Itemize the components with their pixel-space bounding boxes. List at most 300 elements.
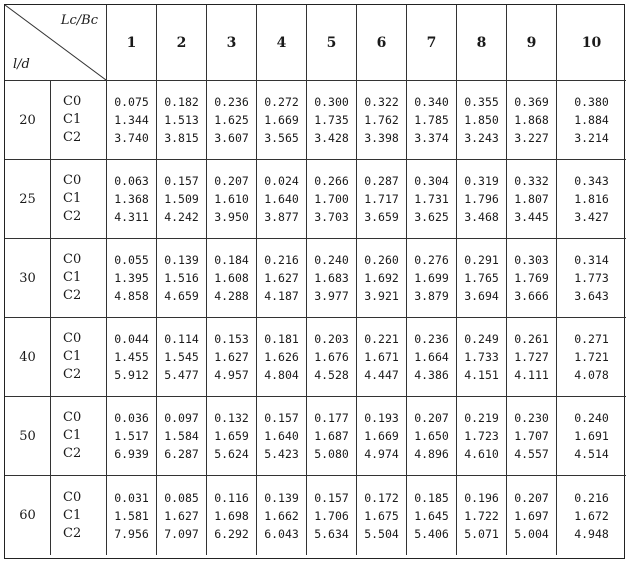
table-value: 0.116 xyxy=(214,490,249,505)
table-value: 0.291 xyxy=(464,253,499,267)
coefficient-label: C1 xyxy=(63,428,82,443)
table-value: 1.723 xyxy=(464,429,499,443)
table-value: 1.765 xyxy=(464,271,499,285)
value-cell xyxy=(357,81,407,160)
table-value: 0.276 xyxy=(414,253,449,267)
corner-header xyxy=(5,5,107,81)
value-cell xyxy=(557,397,626,476)
table-value: 0.240 xyxy=(314,253,349,267)
value-cell xyxy=(457,397,507,476)
value-cell xyxy=(407,160,457,239)
table-value: 5.071 xyxy=(464,526,499,541)
table-value: 0.219 xyxy=(464,411,499,425)
table-value: 0.340 xyxy=(414,95,449,109)
table-value: 5.406 xyxy=(414,526,449,541)
table-value: 1.645 xyxy=(414,508,449,523)
column-header xyxy=(357,5,407,81)
table-value: 1.700 xyxy=(314,192,349,206)
table-value: 1.735 xyxy=(314,113,349,127)
table-value: 1.672 xyxy=(574,508,609,523)
table-value: 0.177 xyxy=(314,411,349,425)
value-cell xyxy=(407,81,457,160)
table-value: 1.627 xyxy=(264,271,299,285)
table-value: 3.214 xyxy=(574,131,609,145)
table-value: 3.921 xyxy=(364,289,399,303)
value-cell xyxy=(507,476,557,555)
table-value: 1.640 xyxy=(264,192,299,206)
value-cell xyxy=(507,397,557,476)
coefficient-labels xyxy=(51,239,107,318)
table-value: 0.031 xyxy=(114,490,149,505)
table-value: 3.877 xyxy=(264,210,299,224)
table-value: 0.266 xyxy=(314,174,349,188)
column-header-label: 8 xyxy=(476,34,487,51)
value-cell xyxy=(157,476,207,555)
table-value: 1.699 xyxy=(414,271,449,285)
table-value: 5.504 xyxy=(364,526,399,541)
table-value: 3.643 xyxy=(574,289,609,303)
table-value: 1.706 xyxy=(314,508,349,523)
table-value: 1.395 xyxy=(114,271,149,285)
coefficient-label: C2 xyxy=(63,209,82,224)
table-value: 1.868 xyxy=(514,113,549,127)
table-value: 1.627 xyxy=(164,508,199,523)
ld-row-label xyxy=(5,239,51,318)
table-value: 1.850 xyxy=(464,113,499,127)
ld-value: 20 xyxy=(19,112,36,128)
column-header-label: 7 xyxy=(426,34,437,51)
value-cell xyxy=(157,318,207,397)
column-header xyxy=(157,5,207,81)
value-cell xyxy=(157,397,207,476)
table-value: 1.368 xyxy=(114,192,149,206)
table-value: 4.957 xyxy=(214,368,249,382)
value-cell xyxy=(407,397,457,476)
coefficient-label: C0 xyxy=(63,94,82,109)
table-value: 7.956 xyxy=(114,526,149,541)
table-value: 1.769 xyxy=(514,271,549,285)
table-value: 0.097 xyxy=(164,411,199,425)
coefficient-label: C2 xyxy=(63,288,82,303)
table-value: 0.193 xyxy=(364,411,399,425)
table-value: 0.114 xyxy=(164,332,199,346)
table-value: 4.187 xyxy=(264,289,299,303)
column-header xyxy=(407,5,457,81)
value-cell xyxy=(307,318,357,397)
table-value: 3.227 xyxy=(514,131,549,145)
value-cell xyxy=(207,160,257,239)
table-value: 0.185 xyxy=(414,490,449,505)
coefficient-labels xyxy=(51,160,107,239)
table-value: 3.740 xyxy=(114,131,149,145)
table-value: 3.428 xyxy=(314,131,349,145)
table-value: 4.896 xyxy=(414,447,449,461)
table-value: 0.287 xyxy=(364,174,399,188)
value-cell xyxy=(307,476,357,555)
table-value: 0.203 xyxy=(314,332,349,346)
value-cell xyxy=(257,318,307,397)
table-value: 0.184 xyxy=(214,253,249,267)
coefficient-table xyxy=(4,4,625,559)
table-value: 3.427 xyxy=(574,210,609,224)
table-value: 0.063 xyxy=(114,174,149,188)
table-value: 0.260 xyxy=(364,253,399,267)
table-value: 4.514 xyxy=(574,447,609,461)
table-value: 1.640 xyxy=(264,429,299,443)
value-cell xyxy=(107,81,157,160)
coefficient-label: C1 xyxy=(63,270,82,285)
table-value: 3.625 xyxy=(414,210,449,224)
table-value: 0.332 xyxy=(514,174,549,188)
table-value: 3.703 xyxy=(314,210,349,224)
value-cell xyxy=(257,239,307,318)
table-value: 4.858 xyxy=(114,289,149,303)
value-cell xyxy=(507,318,557,397)
table-value: 3.607 xyxy=(214,131,249,145)
table-value: 5.624 xyxy=(214,447,249,461)
table-value: 0.314 xyxy=(574,253,609,267)
column-header-label: 4 xyxy=(276,34,287,51)
table-value: 1.669 xyxy=(264,113,299,127)
table-value: 0.196 xyxy=(464,490,499,505)
ld-row-label xyxy=(5,397,51,476)
table-value: 1.692 xyxy=(364,271,399,285)
table-value: 0.322 xyxy=(364,95,399,109)
table-value: 0.024 xyxy=(264,174,299,188)
table-value: 1.722 xyxy=(464,508,499,523)
value-cell xyxy=(157,81,207,160)
table-value: 1.581 xyxy=(114,508,149,523)
table-value: 0.303 xyxy=(514,253,549,267)
table-value: 3.398 xyxy=(364,131,399,145)
table-value: 1.545 xyxy=(164,350,199,364)
table-value: 3.565 xyxy=(264,131,299,145)
table-value: 0.304 xyxy=(414,174,449,188)
ld-row-label xyxy=(5,476,51,555)
table-value: 5.080 xyxy=(314,447,349,461)
ld-value: 25 xyxy=(19,191,36,207)
table-value: 1.733 xyxy=(464,350,499,364)
column-header-label: 3 xyxy=(226,34,237,51)
value-cell xyxy=(107,397,157,476)
table-value: 5.423 xyxy=(264,447,299,461)
value-cell xyxy=(457,160,507,239)
table-value: 0.319 xyxy=(464,174,499,188)
table-value: 0.157 xyxy=(314,490,349,505)
value-cell xyxy=(457,81,507,160)
table-value: 1.344 xyxy=(114,113,149,127)
table-value: 6.287 xyxy=(164,447,199,461)
value-cell xyxy=(207,318,257,397)
table-value: 4.111 xyxy=(514,368,549,382)
table-value: 5.004 xyxy=(514,526,549,541)
coefficient-label: C2 xyxy=(63,446,82,461)
table-value: 4.557 xyxy=(514,447,549,461)
table-value: 1.773 xyxy=(574,271,609,285)
table-value: 0.261 xyxy=(514,332,549,346)
table-value: 4.528 xyxy=(314,368,349,382)
table-value: 0.343 xyxy=(574,174,609,188)
value-cell xyxy=(257,81,307,160)
value-cell xyxy=(207,239,257,318)
table-value: 3.659 xyxy=(364,210,399,224)
table-value: 0.139 xyxy=(164,253,199,267)
value-cell xyxy=(407,476,457,555)
table-value: 0.044 xyxy=(114,332,149,346)
ld-row-label xyxy=(5,318,51,397)
ld-row-label xyxy=(5,160,51,239)
value-cell xyxy=(307,81,357,160)
value-cell xyxy=(357,318,407,397)
coefficient-label: C0 xyxy=(63,173,82,188)
table-value: 0.075 xyxy=(114,95,149,109)
table-value: 1.669 xyxy=(364,429,399,443)
value-cell xyxy=(457,476,507,555)
table-value: 1.796 xyxy=(464,192,499,206)
table-value: 0.272 xyxy=(264,95,299,109)
table-value: 3.977 xyxy=(314,289,349,303)
table-value: 3.445 xyxy=(514,210,549,224)
table-value: 4.311 xyxy=(114,210,149,224)
table-value: 1.731 xyxy=(414,192,449,206)
value-cell xyxy=(457,318,507,397)
value-cell xyxy=(557,81,626,160)
table-value: 3.950 xyxy=(214,210,249,224)
table-value: 0.055 xyxy=(114,253,149,267)
table-value: 0.157 xyxy=(264,411,299,425)
coefficient-label: C1 xyxy=(63,349,82,364)
table-value: 1.516 xyxy=(164,271,199,285)
table-value: 1.721 xyxy=(574,350,609,364)
table-value: 0.132 xyxy=(214,411,249,425)
table-value: 1.676 xyxy=(314,350,349,364)
table-value: 0.085 xyxy=(164,490,199,505)
table-value: 0.236 xyxy=(214,95,249,109)
coefficient-label: C0 xyxy=(63,331,82,346)
table-value: 4.386 xyxy=(414,368,449,382)
table-value: 6.292 xyxy=(214,526,249,541)
table-value: 1.816 xyxy=(574,192,609,206)
value-cell xyxy=(557,160,626,239)
table-value: 1.671 xyxy=(364,350,399,364)
table-value: 3.879 xyxy=(414,289,449,303)
value-cell xyxy=(257,397,307,476)
table-value: 1.785 xyxy=(414,113,449,127)
table-value: 5.477 xyxy=(164,368,199,382)
table-value: 6.939 xyxy=(114,447,149,461)
coefficient-label: C1 xyxy=(63,191,82,206)
table-value: 0.207 xyxy=(514,490,549,505)
value-cell xyxy=(357,160,407,239)
table-value: 0.036 xyxy=(114,411,149,425)
value-cell xyxy=(257,476,307,555)
table-value: 1.675 xyxy=(364,508,399,523)
table-value: 0.221 xyxy=(364,332,399,346)
column-header-label: 9 xyxy=(526,34,537,51)
table-value: 3.243 xyxy=(464,131,499,145)
table-value: 0.236 xyxy=(414,332,449,346)
table-value: 1.884 xyxy=(574,113,609,127)
table-value: 4.447 xyxy=(364,368,399,382)
coefficient-label: C1 xyxy=(63,507,82,523)
table-value: 0.355 xyxy=(464,95,499,109)
value-cell xyxy=(107,318,157,397)
value-cell xyxy=(157,239,207,318)
value-cell xyxy=(507,160,557,239)
table-value: 1.626 xyxy=(264,350,299,364)
value-cell xyxy=(457,239,507,318)
table-value: 1.807 xyxy=(514,192,549,206)
value-cell xyxy=(207,476,257,555)
table-value: 0.181 xyxy=(264,332,299,346)
table-value: 1.707 xyxy=(514,429,549,443)
value-cell xyxy=(157,160,207,239)
table-value: 1.610 xyxy=(214,192,249,206)
corner-row-label: l/d xyxy=(13,57,30,72)
table-value: 0.207 xyxy=(414,411,449,425)
table-value: 0.207 xyxy=(214,174,249,188)
table-value: 3.694 xyxy=(464,289,499,303)
coefficient-labels xyxy=(51,81,107,160)
table-value: 5.912 xyxy=(114,368,149,382)
table-value: 4.242 xyxy=(164,210,199,224)
table-value: 4.078 xyxy=(574,368,609,382)
table-value: 6.043 xyxy=(264,526,299,541)
table-value: 0.139 xyxy=(264,490,299,505)
ld-value: 30 xyxy=(19,270,36,286)
coefficient-label: C2 xyxy=(63,367,82,382)
coefficient-label: C0 xyxy=(63,252,82,267)
table-value: 0.230 xyxy=(514,411,549,425)
table-value: 1.697 xyxy=(514,508,549,523)
table-value: 7.097 xyxy=(164,526,199,541)
value-cell xyxy=(207,397,257,476)
column-header xyxy=(457,5,507,81)
column-header xyxy=(307,5,357,81)
value-cell xyxy=(107,160,157,239)
table-value: 1.727 xyxy=(514,350,549,364)
value-cell xyxy=(357,239,407,318)
table-value: 4.659 xyxy=(164,289,199,303)
table-value: 3.666 xyxy=(514,289,549,303)
table-value: 0.300 xyxy=(314,95,349,109)
table-value: 4.804 xyxy=(264,368,299,382)
table-value: 1.762 xyxy=(364,113,399,127)
table-value: 3.815 xyxy=(164,131,199,145)
table-value: 1.687 xyxy=(314,429,349,443)
table-value: 1.509 xyxy=(164,192,199,206)
table-value: 1.662 xyxy=(264,508,299,523)
corner-column-label: Lc/Bc xyxy=(60,13,98,28)
coefficient-labels xyxy=(51,318,107,397)
table-value: 0.172 xyxy=(364,490,399,505)
column-header-label: 1 xyxy=(126,34,137,51)
table-value: 1.683 xyxy=(314,271,349,285)
table-value: 1.691 xyxy=(574,429,609,443)
value-cell xyxy=(357,476,407,555)
value-cell xyxy=(307,239,357,318)
table-value: 1.608 xyxy=(214,271,249,285)
value-cell xyxy=(257,160,307,239)
value-cell xyxy=(357,397,407,476)
table-value: 0.153 xyxy=(214,332,249,346)
value-cell xyxy=(507,239,557,318)
table-value: 0.271 xyxy=(574,332,609,346)
ld-value: 50 xyxy=(19,428,36,444)
table-value: 4.288 xyxy=(214,289,249,303)
ld-value: 40 xyxy=(19,349,36,365)
coefficient-label: C2 xyxy=(63,130,82,145)
value-cell xyxy=(107,476,157,555)
value-cell xyxy=(557,318,626,397)
column-header xyxy=(107,5,157,81)
table-value: 3.468 xyxy=(464,210,499,224)
table-value: 1.513 xyxy=(164,113,199,127)
coefficient-labels xyxy=(51,476,107,555)
coefficient-labels xyxy=(51,397,107,476)
column-header-label: 2 xyxy=(176,34,187,51)
ld-value: 60 xyxy=(19,508,36,523)
table-value: 5.634 xyxy=(314,526,349,541)
coefficient-label: C1 xyxy=(63,112,82,127)
table-value: 4.610 xyxy=(464,447,499,461)
table-value: 1.650 xyxy=(414,429,449,443)
value-cell xyxy=(307,397,357,476)
column-header-label: 10 xyxy=(581,34,602,51)
column-header xyxy=(557,5,626,81)
table-value: 0.380 xyxy=(574,95,609,109)
coefficient-label: C2 xyxy=(63,525,82,541)
table-value: 0.182 xyxy=(164,95,199,109)
table-value: 1.664 xyxy=(414,350,449,364)
table-value: 0.249 xyxy=(464,332,499,346)
table-value: 0.216 xyxy=(574,490,609,505)
table-value: 1.625 xyxy=(214,113,249,127)
value-cell xyxy=(407,318,457,397)
table-value: 4.974 xyxy=(364,447,399,461)
value-cell xyxy=(107,239,157,318)
table-value: 4.948 xyxy=(574,526,609,541)
table-value: 1.455 xyxy=(114,350,149,364)
table-value: 4.151 xyxy=(464,368,499,382)
column-header-label: 5 xyxy=(326,34,337,51)
value-cell xyxy=(407,239,457,318)
table-value: 0.216 xyxy=(264,253,299,267)
table-value: 1.698 xyxy=(214,508,249,523)
column-header-label: 6 xyxy=(376,34,387,51)
table-value: 1.627 xyxy=(214,350,249,364)
column-header xyxy=(257,5,307,81)
table-value: 3.374 xyxy=(414,131,449,145)
value-cell xyxy=(557,239,626,318)
table-value: 1.517 xyxy=(114,429,149,443)
table-value: 0.369 xyxy=(514,95,549,109)
value-cell xyxy=(557,476,626,555)
coefficient-label: C0 xyxy=(63,489,82,505)
column-header xyxy=(207,5,257,81)
table-value: 1.584 xyxy=(164,429,199,443)
value-cell xyxy=(307,160,357,239)
table-value: 0.240 xyxy=(574,411,609,425)
value-cell xyxy=(207,81,257,160)
table-value: 0.157 xyxy=(164,174,199,188)
table-value: 1.659 xyxy=(214,429,249,443)
column-header xyxy=(507,5,557,81)
ld-row-label xyxy=(5,81,51,160)
table-value: 1.717 xyxy=(364,192,399,206)
coefficient-label: C0 xyxy=(63,410,82,425)
value-cell xyxy=(507,81,557,160)
